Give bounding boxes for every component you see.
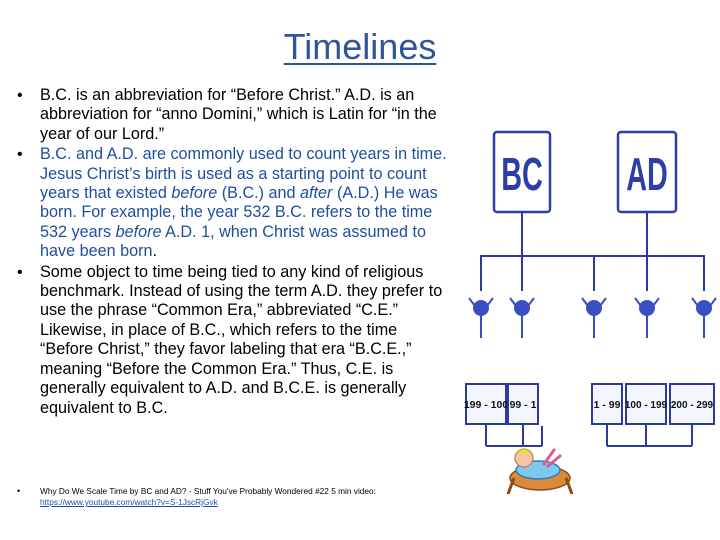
bullet-text: (A.D.) He was born. For example, the year 532 B.C. refers to the time 532 years [40,184,438,241]
bullet-text: A.D. 1, when Christ was assumed to have been born [40,222,427,261]
stick-figures [469,298,716,338]
bc-header [494,132,550,212]
range-box [592,384,622,424]
range-label: 200 - 299 [670,400,714,411]
reference-text: Why Do We Scale Time by BC and AD? - Stuff You've Probably Wondered #22 5 min video: [40,486,376,496]
bullet-text: after [300,184,333,203]
bullet-text: . [152,242,158,261]
reference-note [14,486,490,508]
bullet-item [14,145,450,261]
bullet-item [14,263,450,418]
bullet-item [14,86,450,144]
range-boxes [464,384,714,424]
range-box [464,384,509,424]
bullet-text: (B.C.) and [217,184,301,203]
range-label: 99 - 1 [509,399,537,411]
range-label: 1 - 99 [593,399,621,411]
range-box [670,384,714,424]
baby-in-manger-icon [508,449,572,494]
bc-ad-timeline-diagram [456,126,720,540]
connector-lines [481,212,704,291]
ad-header [618,132,676,212]
range-box [625,384,668,424]
bullet-text: Some object to time being tied to any kind of religious benchmark. Instead of using the term A.D. they prefer to use the phrase “Common Era,” abbreviated “C.E.” Likewise, in place of B.C., which refers to the time “Before Christ,” they favor labeling that era “B.C.E.,” meaning “Before the Common Era.” Thus, C.E. is generally equivalent to A.D. and B.C.E. is generally equivalent to B.C. [40,262,443,417]
lower-connectors [486,424,692,446]
bullet-text: before [115,222,162,241]
bullet-text: B.C. and A.D. are commonly used to count years in time. Jesus Christ’s birth is used as a starting point to count years that existed [40,145,447,203]
bullet-list [14,86,450,418]
bullet-text: before [171,184,218,203]
range-box [508,384,538,424]
page-title: Timelines [283,26,437,67]
bullet-text: B.C. is an abbreviation for “Before Christ.” A.D. is an abbreviation for “anno Domini,” which is Latin for “in the year of our Lord.” [40,86,437,143]
range-label: 199 - 100 [463,399,509,411]
bc-label: BC [501,149,543,201]
range-label: 100 - 199 [624,400,668,411]
reference-link[interactable]: https://www.youtube.com/watch?v=S-1JscRjGvk [40,497,218,507]
ad-label: AD [626,149,668,201]
